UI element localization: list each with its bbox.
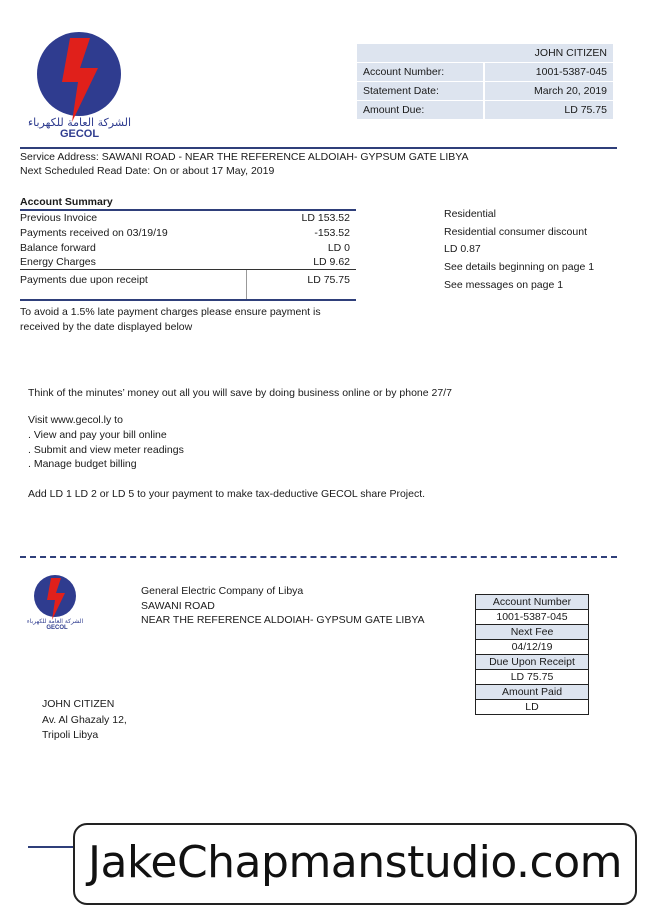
header-value: 1001-5387-045 (484, 63, 613, 82)
remit-box-label: Next Fee (476, 625, 589, 640)
watermark: JakeChapmanstudio.com (73, 823, 637, 905)
promo-share: Add LD 1 LD 2 or LD 5 to your payment to make tax-deductive GECOL share Project. (28, 488, 426, 500)
side-note: Residential (444, 208, 496, 220)
header-value: LD 75.75 (484, 101, 613, 120)
side-note: See messages on page 1 (444, 279, 564, 291)
account-summary-title: Account Summary (20, 196, 113, 208)
remit-near: NEAR THE REFERENCE ALDOIAH- GYPSUM GATE LIBYA (141, 614, 425, 626)
summary-label: Previous Invoice (20, 212, 98, 224)
header-label: Amount Due: (357, 101, 484, 120)
top-divider (20, 147, 617, 149)
next-read-date: Next Scheduled Read Date: On or about 17 May, 2019 (20, 165, 275, 177)
customer-address-line: JOHN CITIZEN (42, 698, 115, 710)
late-notice-line: To avoid a 1.5% late payment charges please ensure payment is (20, 306, 321, 318)
amount-paid-field[interactable]: LD (476, 700, 589, 715)
customer-address-line: Av. Al Ghazaly 12, (42, 714, 127, 726)
side-note: LD 0.87 (444, 243, 481, 255)
summary-label: Balance forward (20, 242, 96, 254)
tear-off-line (20, 556, 617, 558)
summary-label: Energy Charges (20, 256, 96, 268)
logo-arabic-text: الشركة العامة للكهرباء (27, 116, 132, 129)
summary-label: Payments received on 03/19/19 (20, 227, 168, 239)
total-value: LD 75.75 (307, 274, 350, 286)
remit-box-value: LD 75.75 (476, 670, 589, 685)
remit-company: General Electric Company of Libya (141, 585, 304, 597)
summary-bottom-rule (20, 299, 356, 301)
customer-address-line: Tripoli Libya (42, 729, 99, 741)
gecol-logo-small (26, 574, 88, 636)
summary-total-rule (20, 269, 356, 270)
logo-name: GECOL (59, 128, 100, 140)
promo-bullet: . Submit and view meter readings (28, 444, 184, 456)
bottom-rule (28, 846, 78, 848)
remit-box-value: 1001-5387-045 (476, 610, 589, 625)
side-note: Residential consumer discount (444, 226, 587, 238)
remittance-box (475, 594, 589, 715)
promo-visit: Visit www.gecol.ly to (28, 414, 123, 426)
side-note: See details beginning on page 1 (444, 261, 595, 273)
customer-name: JOHN CITIZEN (357, 44, 613, 63)
remit-box-label: Due Upon Receipt (476, 655, 589, 670)
remit-box-label: Amount Paid (476, 685, 589, 700)
remit-box-label: Account Number (476, 595, 589, 610)
gecol-logo (22, 30, 137, 145)
promo-bullet: . Manage budget billing (28, 458, 137, 470)
header-label: Account Number: (357, 63, 484, 82)
remit-street: SAWANI ROAD (141, 600, 215, 612)
header-info-table (357, 44, 613, 120)
promo-bullet: . View and pay your bill online (28, 429, 167, 441)
promo-line: Think of the minutes’ money out all you will save by doing business online or by phone 27/7 (28, 387, 452, 399)
total-label: Payments due upon receipt (20, 274, 148, 286)
summary-column-divider (246, 270, 247, 300)
late-notice-line: received by the date displayed below (20, 321, 193, 333)
service-address: Service Address: SAWANI ROAD - NEAR THE REFERENCE ALDOIAH- GYPSUM GATE LIBYA (20, 151, 469, 163)
summary-value: LD 0 (327, 242, 350, 254)
summary-value: LD 9.62 (313, 256, 350, 268)
header-label: Statement Date: (357, 82, 484, 101)
header-value: March 20, 2019 (484, 82, 613, 101)
summary-value: -153.52 (314, 227, 350, 239)
logo-arabic-text: الشركة العامة للكهرباء (26, 618, 84, 625)
logo-name: GECOL (46, 625, 68, 631)
summary-value: LD 153.52 (301, 212, 350, 224)
remit-box-value: 04/12/19 (476, 640, 589, 655)
